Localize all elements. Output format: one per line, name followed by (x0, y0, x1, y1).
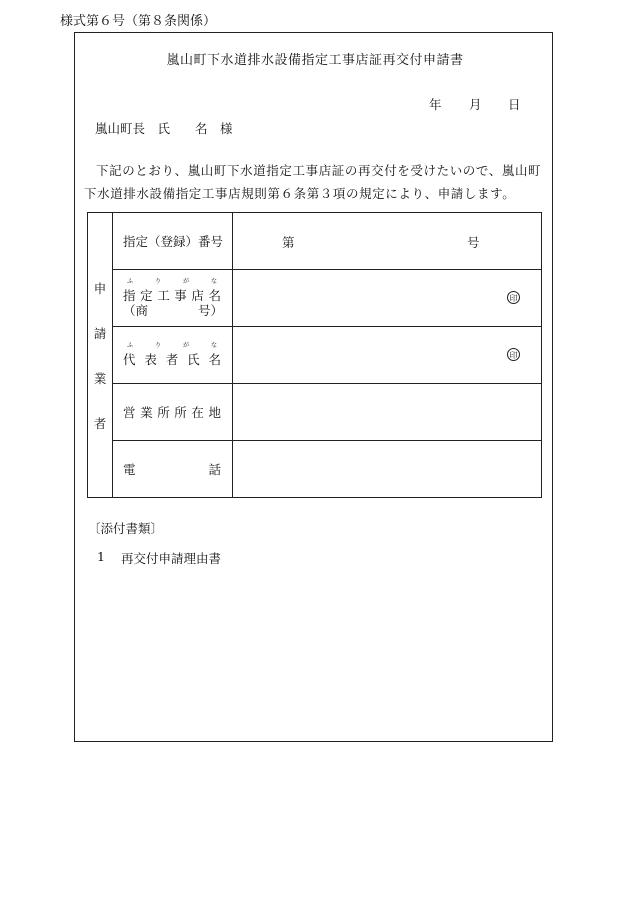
reg-number-prefix: 第 (282, 235, 295, 250)
applicant-label-char: 請 (93, 325, 107, 341)
reg-number-label: 指定（登録）番号 (113, 213, 233, 270)
representative-label-text: 代表者氏名 (123, 352, 221, 367)
applicant-label-char: 申 (93, 280, 107, 296)
application-table (87, 212, 542, 498)
seal-icon: 印 (507, 291, 520, 304)
attachment-item: 再交付申請理由書 (121, 551, 222, 566)
date-year: 年 (429, 97, 442, 112)
shop-name-label-text: 指定工事店名 (123, 288, 221, 303)
phone-label: 電話 (113, 441, 233, 498)
form-number-label: 様式第６号（第８条関係） (60, 14, 217, 29)
shop-name-label (113, 270, 233, 327)
furigana-label: ふりがな (127, 278, 217, 285)
applicant-label-char: 者 (93, 415, 107, 431)
shop-name-field[interactable] (233, 270, 542, 327)
applicant-label (88, 213, 113, 498)
attachment-number: 1 (97, 549, 105, 564)
reg-number-suffix: 号 (467, 235, 480, 250)
page-title: 嵐山町下水道排水設備指定工事店証再交付申請書 (166, 53, 464, 68)
furigana-label: ふりがな (127, 342, 217, 349)
phone-field[interactable] (233, 441, 542, 498)
attachments-heading: 〔添付書類〕 (88, 521, 164, 536)
addressee: 嵐山町長 氏 名 様 (95, 121, 233, 136)
request-statement: 下記のとおり、嵐山町下水道指定工事店証の再交付を受けたいので、嵐山町下水道排水設備指定工事店規則第６条第３項の規定により、申請します。 (84, 163, 542, 201)
representative-field[interactable] (233, 327, 542, 384)
reg-number-field[interactable] (233, 213, 542, 270)
office-address-label: 営業所所在地 (113, 384, 233, 441)
trade-name-label: （商 号） (123, 303, 224, 318)
date-day: 日 (508, 97, 521, 112)
representative-label (113, 327, 233, 384)
applicant-label-char: 業 (93, 370, 107, 386)
office-address-field[interactable] (233, 384, 542, 441)
seal-icon: 印 (507, 348, 520, 361)
date-month: 月 (469, 97, 482, 112)
